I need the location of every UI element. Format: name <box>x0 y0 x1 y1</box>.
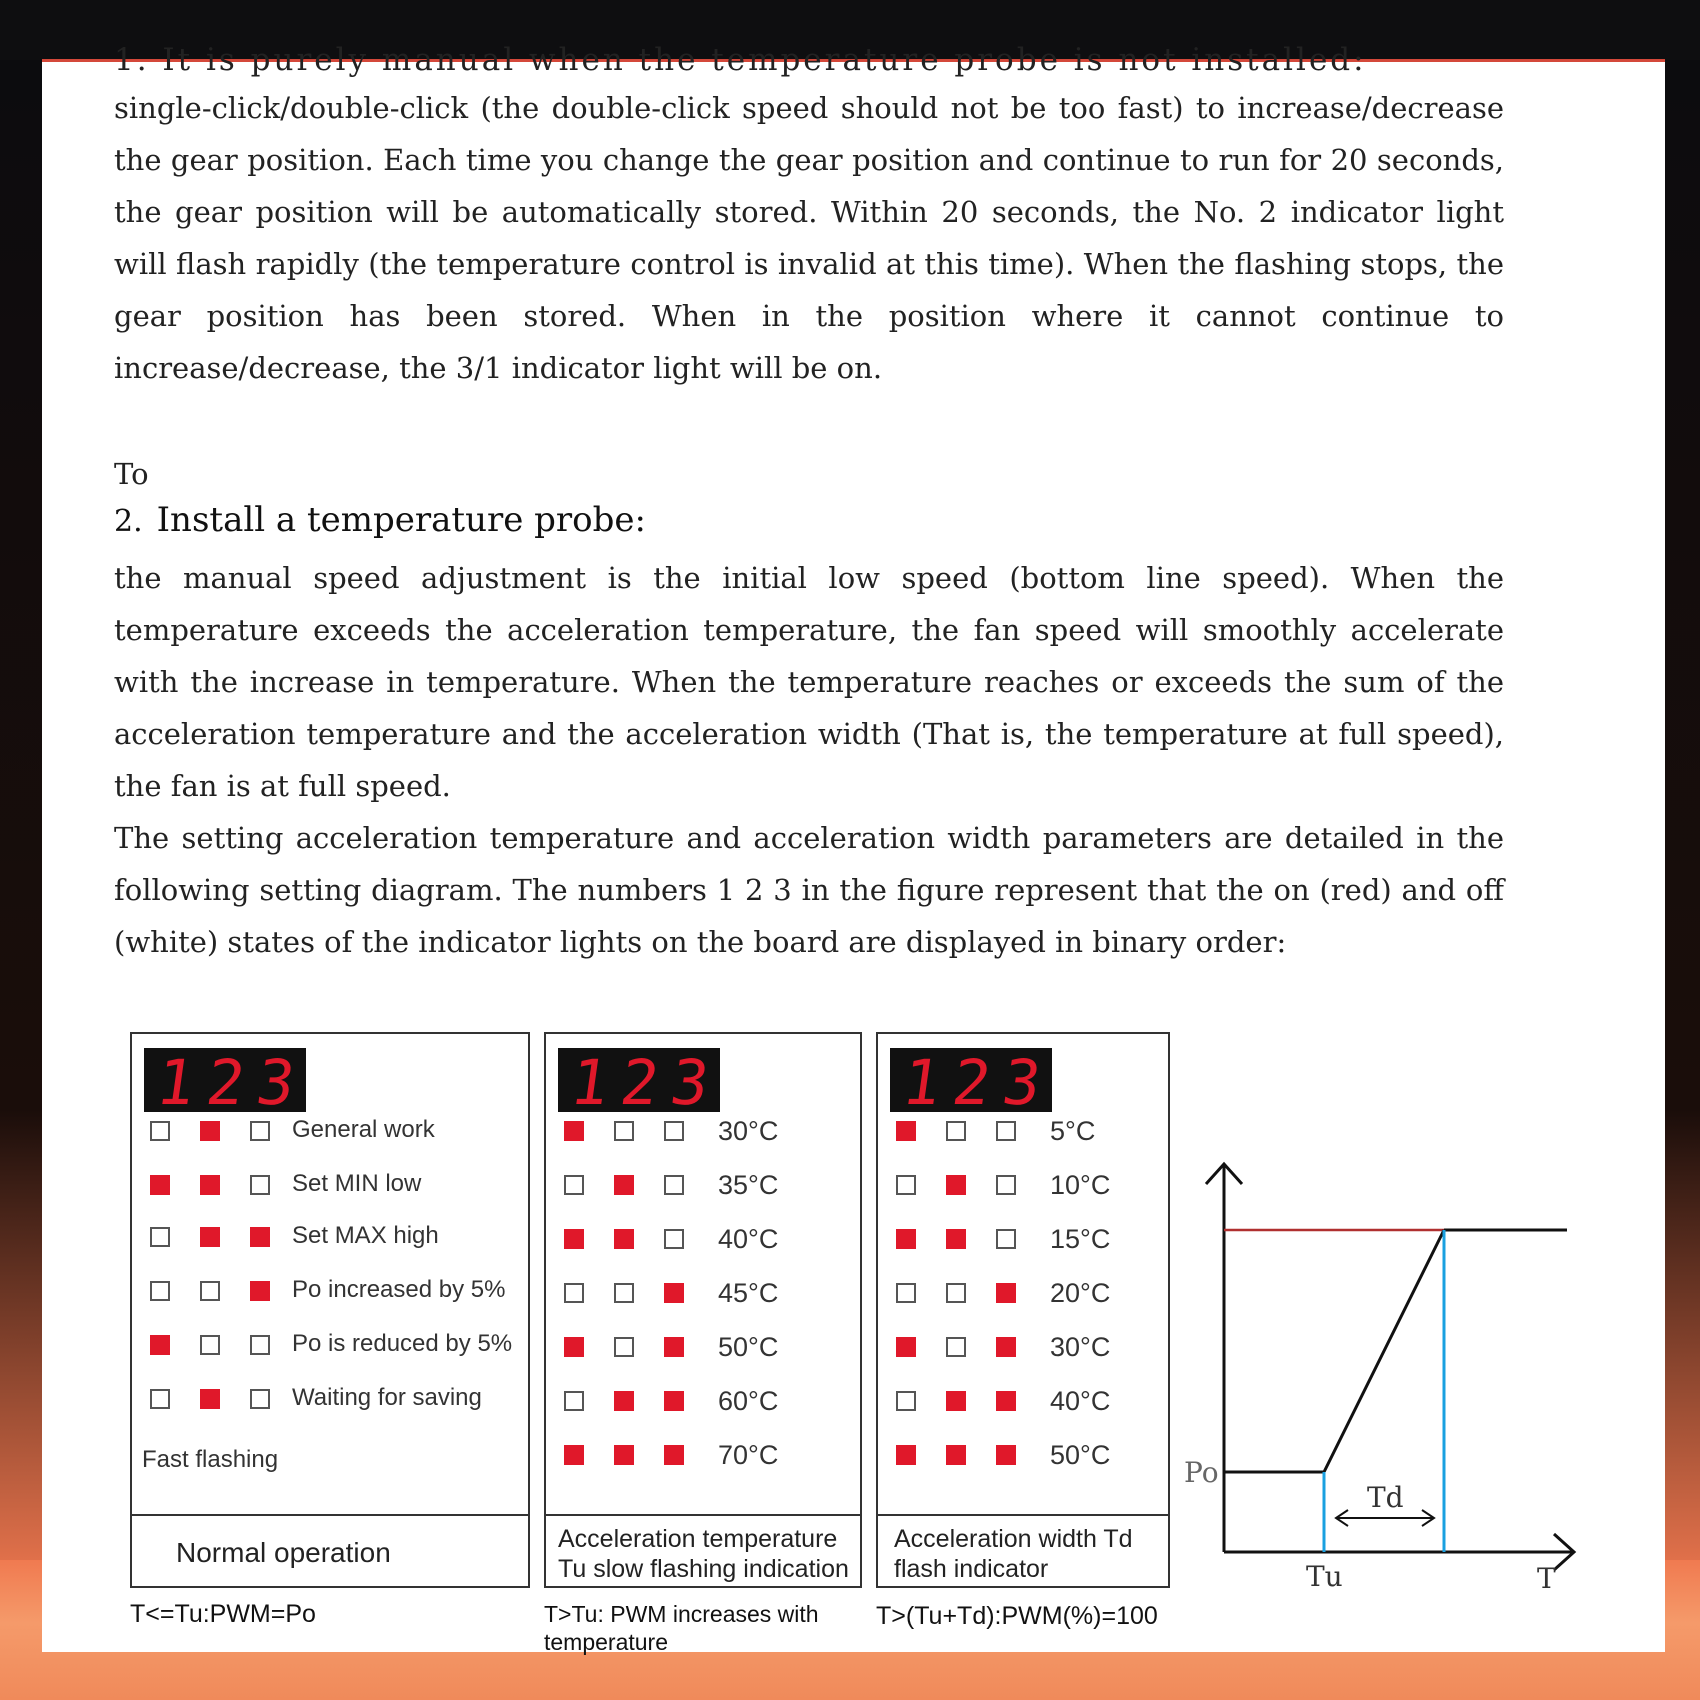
led-digit-1: 1 <box>566 1046 614 1119</box>
indicator-label: 35°C <box>718 1170 779 1200</box>
indicator-row <box>132 1384 528 1414</box>
indicator-off <box>946 1121 966 1141</box>
indicator-label: 60°C <box>718 1386 779 1416</box>
indicator-on <box>200 1121 220 1141</box>
indicator-off <box>664 1121 684 1141</box>
indicator-off <box>946 1283 966 1303</box>
td-label: Td <box>1367 1481 1404 1514</box>
indicator-label: Po is reduced by 5% <box>292 1330 513 1357</box>
indicator-on <box>896 1229 916 1249</box>
indicator-off <box>250 1389 270 1409</box>
indicator-row <box>878 1116 1168 1146</box>
indicator-off <box>150 1389 170 1409</box>
indicator-label: 50°C <box>1050 1440 1111 1470</box>
indicator-on <box>250 1227 270 1247</box>
indicator-off <box>200 1335 220 1355</box>
indicator-row <box>878 1386 1168 1416</box>
indicator-label: 40°C <box>1050 1386 1111 1416</box>
indicator-on <box>564 1337 584 1357</box>
indicator-off <box>250 1335 270 1355</box>
t-label: T <box>1537 1562 1556 1595</box>
panel-footer: Normal operation <box>176 1537 391 1568</box>
indicator-off <box>896 1175 916 1195</box>
indicator-row <box>132 1330 528 1360</box>
panel-normal-operation <box>130 1032 530 1588</box>
indicator-row <box>132 1170 528 1200</box>
led-digit-3: 3 <box>666 1046 714 1119</box>
indicator-off <box>250 1121 270 1141</box>
indicator-off <box>150 1281 170 1301</box>
indicator-label: 15°C <box>1050 1224 1111 1254</box>
indicator-off <box>664 1229 684 1249</box>
indicator-on <box>946 1229 966 1249</box>
indicator-row <box>132 1116 528 1146</box>
indicator-on <box>614 1391 634 1411</box>
indicator-label: Waiting for saving <box>292 1384 482 1411</box>
indicator-on <box>564 1445 584 1465</box>
indicator-off <box>200 1281 220 1301</box>
po-label: Po <box>1184 1456 1219 1489</box>
indicator-label: 45°C <box>718 1278 779 1308</box>
led-digit-1: 1 <box>898 1046 946 1119</box>
indicator-on <box>896 1337 916 1357</box>
formula-normal: T<=Tu:PWM=Po <box>130 1600 316 1628</box>
document-page <box>42 42 1665 1655</box>
indicator-row <box>878 1440 1168 1470</box>
backdrop-left <box>0 60 42 1560</box>
led-display <box>558 1046 720 1119</box>
pwm-temperature-graph <box>1182 1152 1592 1595</box>
indicator-on <box>896 1445 916 1465</box>
indicator-label: 20°C <box>1050 1278 1111 1308</box>
pwm-curve <box>1224 1230 1444 1472</box>
indicator-row <box>546 1440 860 1470</box>
indicator-label: Set MAX high <box>292 1222 439 1249</box>
led-display <box>144 1046 306 1119</box>
indicator-off <box>996 1229 1016 1249</box>
led-digit-3: 3 <box>252 1046 300 1119</box>
indicator-on <box>564 1121 584 1141</box>
indicator-off <box>996 1121 1016 1141</box>
indicator-row <box>546 1386 860 1416</box>
indicator-off <box>564 1175 584 1195</box>
indicator-on <box>664 1445 684 1465</box>
indicator-off <box>250 1175 270 1195</box>
indicator-off <box>946 1337 966 1357</box>
formula-acceleration: T>Tu: PWM increases with temperature <box>544 1601 819 1655</box>
indicator-label: 30°C <box>718 1116 779 1146</box>
indicator-on <box>150 1335 170 1355</box>
indicator-on <box>614 1229 634 1249</box>
indicator-off <box>614 1121 634 1141</box>
formula-full-speed: T>(Tu+Td):PWM(%)=100 <box>876 1602 1158 1630</box>
indicator-label: 70°C <box>718 1440 779 1470</box>
indicator-on <box>150 1175 170 1195</box>
indicator-on <box>946 1391 966 1411</box>
indicator-off <box>564 1391 584 1411</box>
section-heading <box>114 500 646 540</box>
led-digit-2: 2 <box>948 1046 996 1119</box>
intro-paragraph: single-click/double-click (the double-click speed should not be too fast) to increase/decrease the gear position. Each time you change the gear position and continue to run for 20 seconds, the gear position will be automatically stored. Within 20 seconds, the No. 2 indicator light will flash rapidly (the temperature control is invalid at this time). When the flashing stops, the gear position has been stored. When in the position where it cannot continue to increase/decrease, the 3/1 indicator light will be on. <box>114 91 1504 385</box>
section-number: 2. <box>114 504 143 539</box>
indicator-off <box>664 1175 684 1195</box>
indicator-off <box>150 1227 170 1247</box>
indicator-row <box>546 1224 860 1254</box>
led-display <box>890 1046 1052 1119</box>
led-digit-1: 1 <box>152 1046 200 1119</box>
indicator-label: Set MIN low <box>292 1170 422 1197</box>
indicator-label: 30°C <box>1050 1332 1111 1362</box>
indicator-on <box>946 1175 966 1195</box>
panel-footer: Acceleration temperature Tu slow flashing indication <box>558 1525 849 1583</box>
indicator-off <box>614 1283 634 1303</box>
indicator-row <box>546 1332 860 1362</box>
panel-acceleration-temperature <box>544 1032 862 1588</box>
indicator-on <box>996 1445 1016 1465</box>
tu-label: Tu <box>1306 1560 1343 1593</box>
indicator-off <box>150 1121 170 1141</box>
indicator-row <box>132 1222 528 1252</box>
indicator-row <box>878 1332 1168 1362</box>
indicator-off <box>614 1337 634 1357</box>
panel-acceleration-width <box>876 1032 1170 1588</box>
indicator-on <box>200 1389 220 1409</box>
indicator-on <box>664 1283 684 1303</box>
indicator-row <box>546 1278 860 1308</box>
section-paragraph-1: the manual speed adjustment is the initial low speed (bottom line speed). When the temperature exceeds the acceleration temperature, the fan speed will smoothly accelerate with the increase in temperature. When the temperature reaches or exceeds the sum of the acceleration temperature and the acceleration width (That is, the temperature at full speed), the fan is at full speed. <box>114 561 1504 803</box>
indicator-on <box>896 1121 916 1141</box>
indicator-row <box>878 1170 1168 1200</box>
indicator-label: Po increased by 5% <box>292 1276 506 1303</box>
indicator-row <box>878 1224 1168 1254</box>
led-digit-3: 3 <box>998 1046 1046 1119</box>
led-digit-2: 2 <box>616 1046 664 1119</box>
indicator-off <box>896 1391 916 1411</box>
indicator-on <box>614 1445 634 1465</box>
led-digit-2: 2 <box>202 1046 250 1119</box>
indicator-on <box>996 1391 1016 1411</box>
indicator-on <box>200 1227 220 1247</box>
indicator-label: 50°C <box>718 1332 779 1362</box>
section-paragraph-2: The setting acceleration temperature and acceleration width parameters are detailed in the following setting diagram. The numbers 1 2 3 in the figure represent that the on (red) and off (white) states of the indicator lights on the board are displayed in binary order: <box>114 821 1504 959</box>
indicator-row <box>546 1170 860 1200</box>
indicator-row <box>132 1276 528 1306</box>
indicator-on <box>664 1391 684 1411</box>
indicator-on <box>564 1229 584 1249</box>
panel-footer: Acceleration width Td flash indicator <box>894 1525 1133 1583</box>
indicator-off <box>996 1175 1016 1195</box>
indicator-on <box>996 1283 1016 1303</box>
stray-text: To <box>114 457 149 491</box>
cut-off-line: 1. It is purely manual when the temperature probe is not installed: <box>114 42 1367 78</box>
indicator-on <box>614 1175 634 1195</box>
indicator-label: 10°C <box>1050 1170 1111 1200</box>
indicator-row <box>546 1116 860 1146</box>
section-title: Install a temperature probe: <box>156 500 646 540</box>
indicator-row <box>878 1278 1168 1308</box>
indicator-on <box>200 1175 220 1195</box>
backdrop-right <box>1665 60 1700 1560</box>
indicator-off <box>896 1283 916 1303</box>
indicator-off <box>564 1283 584 1303</box>
indicator-on <box>664 1337 684 1357</box>
indicator-on <box>250 1281 270 1301</box>
indicator-label: 40°C <box>718 1224 779 1254</box>
fast-flashing-note: Fast flashing <box>142 1446 279 1473</box>
indicator-on <box>946 1445 966 1465</box>
indicator-on <box>996 1337 1016 1357</box>
indicator-label: General work <box>292 1116 435 1143</box>
indicator-label: 5°C <box>1050 1116 1096 1146</box>
